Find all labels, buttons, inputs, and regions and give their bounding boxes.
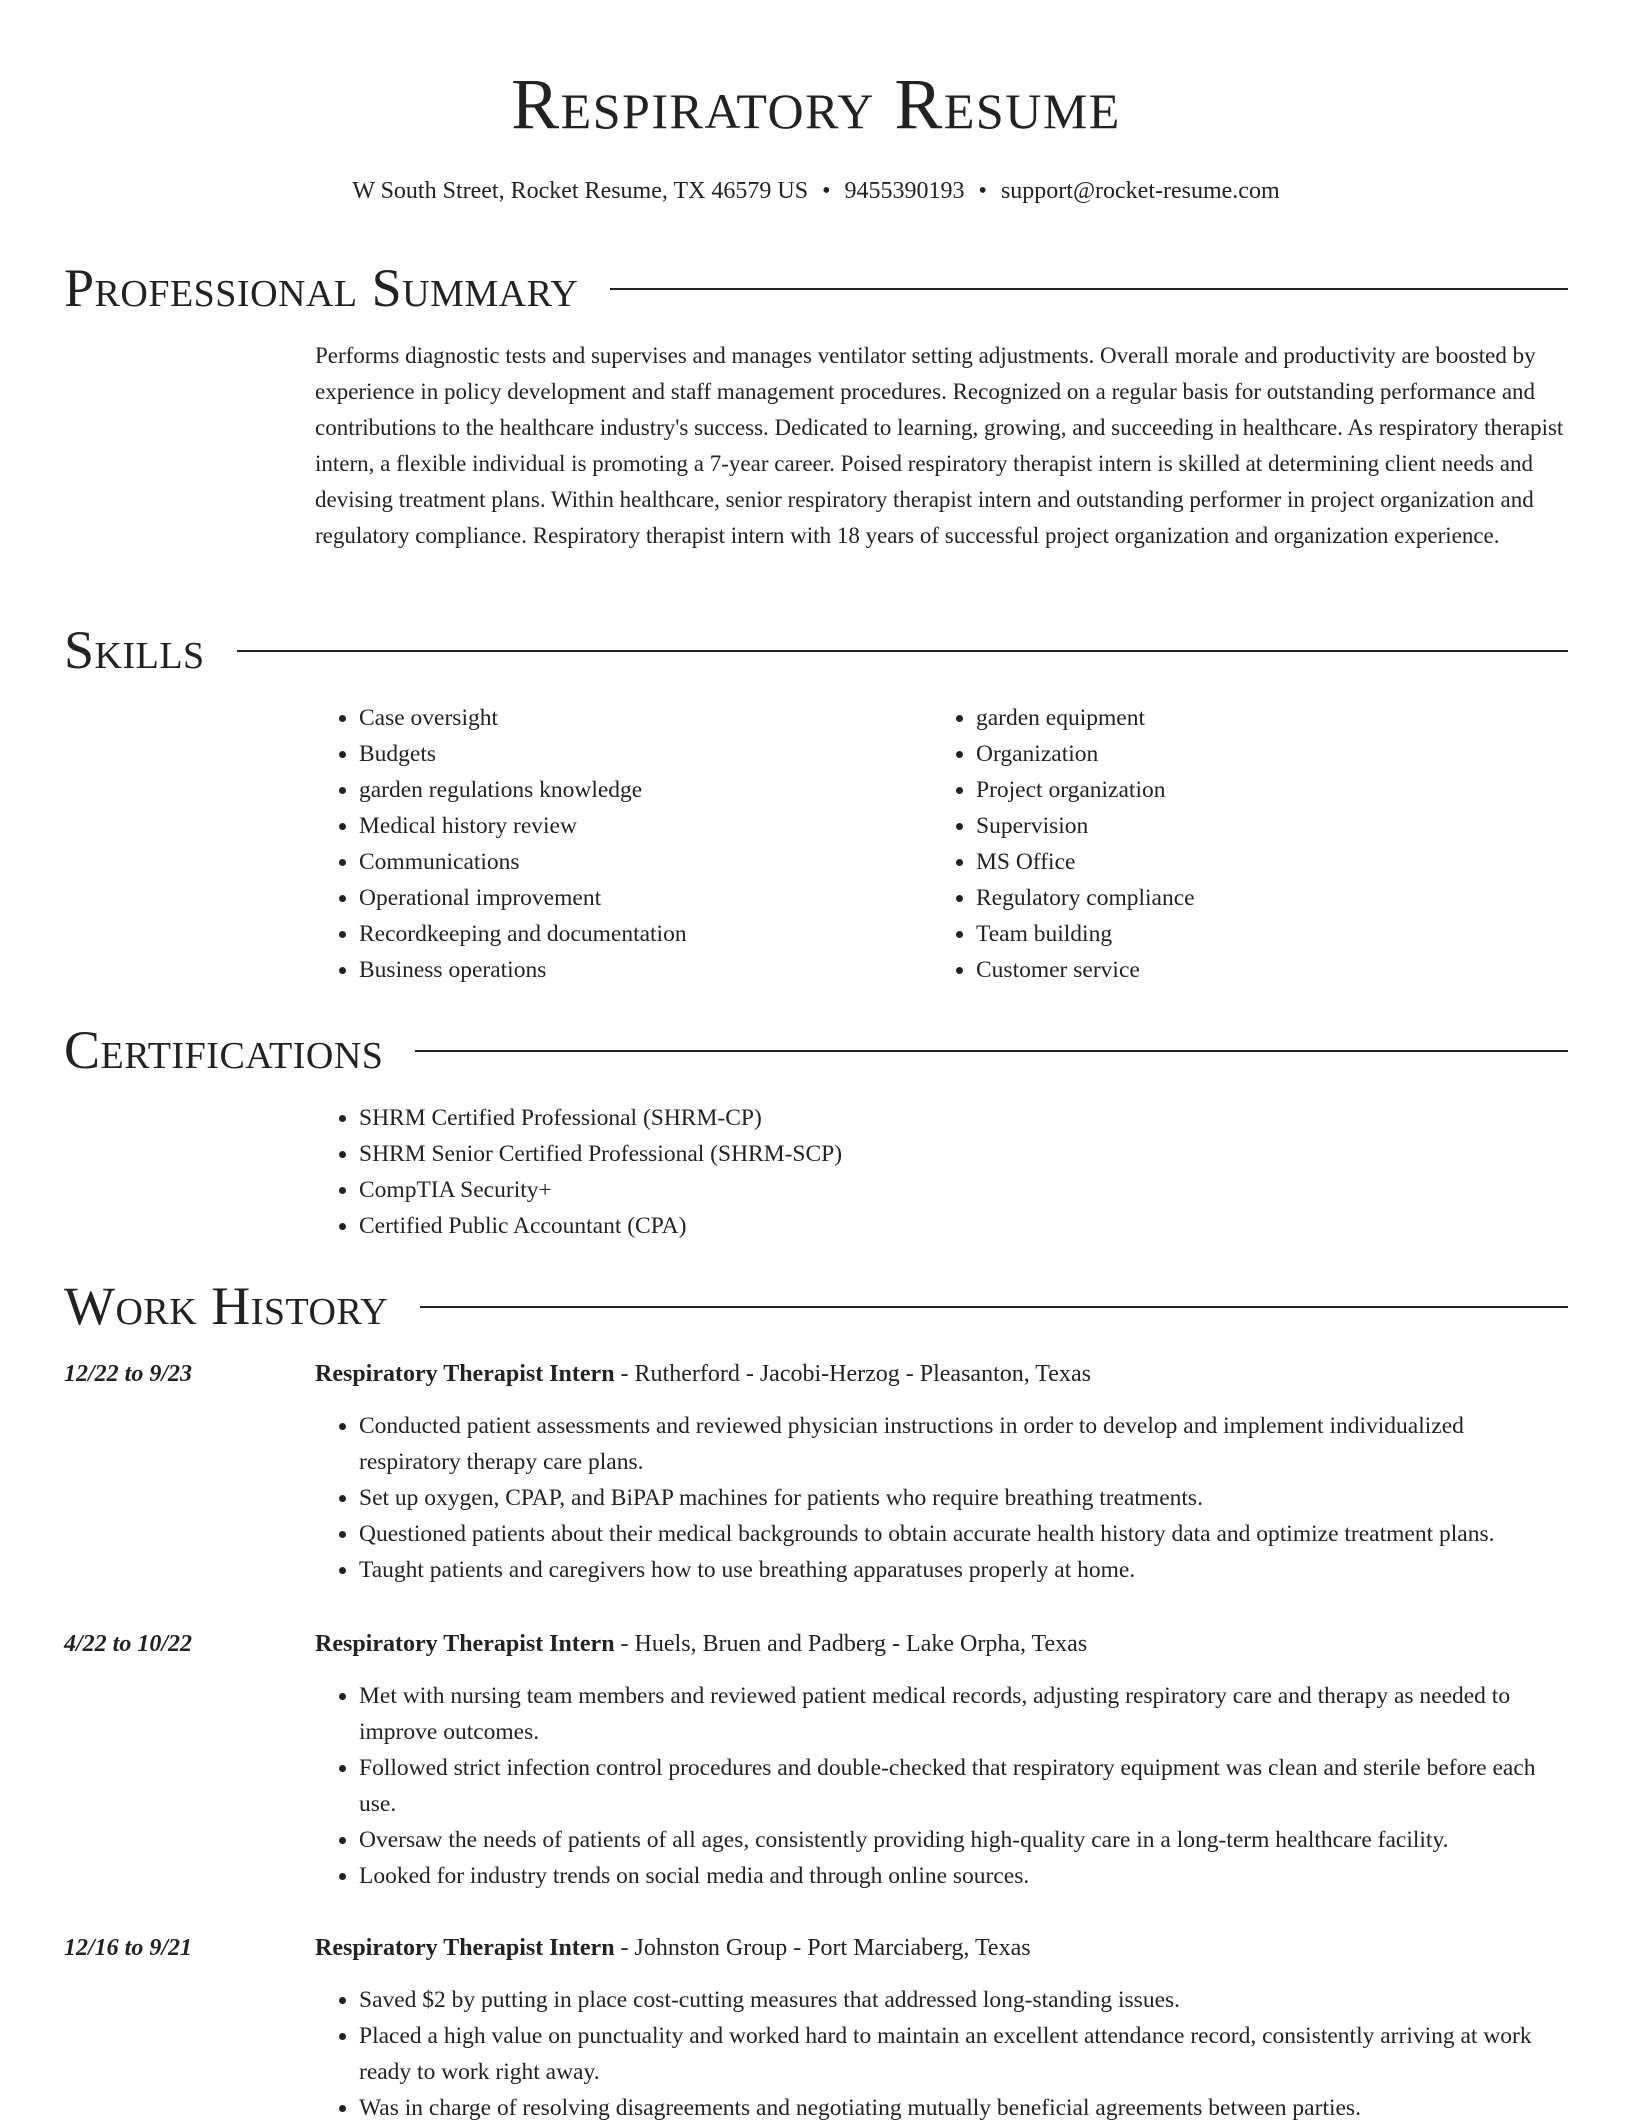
skills-column-right [932, 700, 1532, 988]
section-title-work-history: Work History [64, 1276, 389, 1336]
skill-item: • Medical history review [359, 808, 915, 844]
skill-item: • Recordkeeping and documentation [359, 916, 915, 952]
job-title: Respiratory Therapist Intern [315, 1631, 615, 1657]
summary-text: Performs diagnostic tests and supervises and manages ventilator setting adjustments. Overall morale and productivity are boosted by experience in policy development and staff management procedures. Recognized on a regular basis for outstanding performance and contributions to the healthcare industry's success. Dedicated to learning, growing, and succeeding in healthcare. As respiratory therapist intern, a flexible individual is promoting a 7-year career. Poised respiratory therapist intern is skilled at determining client needs and devising treatment plans. Within healthcare, senior respiratory therapist intern and outstanding performer in project organization and regulatory compliance. Respiratory therapist intern with 18 years of successful project organization and organization experience. [315, 343, 1564, 548]
skill-item: • Communications [359, 844, 915, 880]
contact-address: W South Street, Rocket Resume, TX 46579 US [352, 178, 809, 204]
job-bullet: • Taught patients and caregivers how to use breathing apparatuses properly at home. [359, 1552, 1568, 1588]
certification-item: • CompTIA Security+ [359, 1172, 842, 1208]
skill-item: • garden regulations knowledge [359, 772, 915, 808]
skill-item: • Supervision [976, 808, 1532, 844]
job-bullet: • Set up oxygen, CPAP, and BiPAP machines for patients who require breathing treatments. [359, 1480, 1568, 1516]
certification-item: • Certified Public Accountant (CPA) [359, 1208, 842, 1244]
job-bullet: • Followed strict infection control procedures and double-checked that respiratory equipment was clean and sterile before each use. [359, 1750, 1568, 1822]
skill-item: • Business operations [359, 952, 915, 988]
contact-separator: • [978, 178, 987, 204]
section-header-skills [64, 615, 1568, 685]
job-dates: 4/22 to 10/22 [64, 1631, 193, 1657]
job-dates: 12/22 to 9/23 [64, 1361, 193, 1387]
section-divider [237, 650, 1568, 652]
resume-name: Respiratory Resume [511, 64, 1121, 144]
skill-item: • Customer service [976, 952, 1532, 988]
certification-item: • SHRM Senior Certified Professional (SHRM-SCP) [359, 1136, 842, 1172]
job-employer: - Huels, Bruen and Padberg - Lake Orpha, Texas [614, 1631, 1088, 1657]
job-bullet-list [315, 1678, 1568, 1894]
skills-list-left [315, 700, 915, 988]
section-title-skills: Skills [64, 620, 205, 680]
certifications-list [315, 1100, 842, 1244]
job-bullets [315, 1408, 1568, 1588]
contact-separator: • [822, 178, 831, 204]
job-heading [315, 1930, 1031, 1966]
skill-item: • Budgets [359, 736, 915, 772]
job-bullet-list [315, 1982, 1568, 2126]
job-bullet: • Conducted patient assessments and reviewed physician instructions in order to develop and implement individualized respiratory therapy care plans. [359, 1408, 1568, 1480]
section-header-summary [64, 253, 1568, 323]
section-title-summary: Professional Summary [64, 258, 579, 318]
job-bullet: • Met with nursing team members and reviewed patient medical records, adjusting respiratory care and therapy as needed to improve outcomes. [359, 1678, 1568, 1750]
skill-item: • Organization [976, 736, 1532, 772]
skills-list-right [932, 700, 1532, 988]
skill-item: • Project organization [976, 772, 1532, 808]
job-title: Respiratory Therapist Intern [315, 1361, 615, 1387]
job-bullet: • Saved $2 by putting in place cost-cutting measures that addressed long-standing issues. [359, 1982, 1568, 2018]
job-bullets [315, 1982, 1568, 2126]
job-bullet: • Looked for industry trends on social media and through online sources. [359, 1858, 1568, 1894]
section-title-certifications: Certifications [64, 1020, 384, 1080]
job-bullet: • Questioned patients about their medical backgrounds to obtain accurate health history data and optimize treatment plans. [359, 1516, 1568, 1552]
skill-item: • Team building [976, 916, 1532, 952]
section-header-certifications [64, 1015, 1568, 1085]
job-bullet: • Was in charge of resolving disagreements and negotiating mutually beneficial agreements between parties. [359, 2090, 1568, 2126]
certification-item: • SHRM Certified Professional (SHRM-CP) [359, 1100, 842, 1136]
section-divider [610, 288, 1568, 290]
section-divider [420, 1306, 1568, 1308]
contact-phone: 9455390193 [844, 178, 965, 204]
job-bullet: • Oversaw the needs of patients of all ages, consistently providing high-quality care in a long-term healthcare facility. [359, 1822, 1568, 1858]
contact-email: support@rocket-resume.com [1000, 178, 1280, 204]
skill-item: • Operational improvement [359, 880, 915, 916]
job-bullet: • Placed a high value on punctuality and worked hard to maintain an excellent attendance record, consistently arriving at work ready to work right away. [359, 2018, 1568, 2090]
section-divider [415, 1050, 1568, 1052]
skill-item: • garden equipment [976, 700, 1532, 736]
job-title: Respiratory Therapist Intern [315, 1935, 615, 1961]
job-bullets [315, 1678, 1568, 1894]
job-heading [315, 1626, 1087, 1662]
skill-item: • Case oversight [359, 700, 915, 736]
job-employer: - Rutherford - Jacobi-Herzog - Pleasanton, Texas [614, 1361, 1091, 1387]
job-dates: 12/16 to 9/21 [64, 1935, 193, 1961]
certifications-block [315, 1100, 842, 1244]
job-employer: - Johnston Group - Port Marciaberg, Texas [614, 1935, 1031, 1961]
job-bullet-list [315, 1408, 1568, 1588]
skills-column-left [315, 700, 915, 988]
section-header-work-history [64, 1271, 1568, 1341]
skill-item: • MS Office [976, 844, 1532, 880]
contact-line [0, 174, 1632, 208]
skill-item: • Regulatory compliance [976, 880, 1532, 916]
job-heading [315, 1356, 1091, 1392]
